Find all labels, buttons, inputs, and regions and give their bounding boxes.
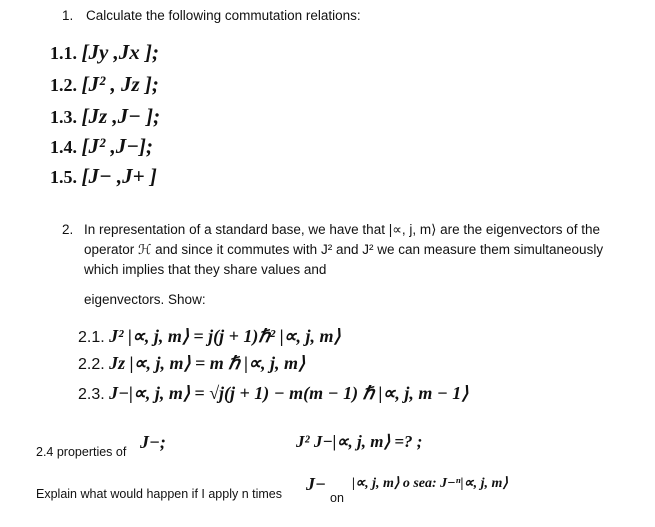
item-label: 2.1.	[78, 329, 105, 346]
q24-expr: J² J−|∝, j, m⟩ =? ;	[296, 432, 423, 451]
item-1-1	[50, 40, 159, 65]
item-label: 1.3.	[50, 107, 77, 127]
item-label: 2.3.	[78, 386, 105, 403]
commutator-expr: [Jz ,J− ];	[81, 104, 161, 128]
q2-line-2: operator ℋ and since it commutes with J² and J² we can measure them simultaneously	[84, 242, 604, 257]
item-label: 2.2.	[78, 356, 105, 373]
item-label: 1.4.	[50, 137, 77, 157]
item-2-2	[78, 353, 305, 375]
q24-label: 2.4 properties of	[36, 445, 127, 459]
equation-expr: J−|∝, j, m⟩ = √j(j + 1) − m(m − 1) ℏ |∝, j, m − 1⟩	[109, 383, 469, 403]
q1-text: Calculate the following commutation relations:	[86, 8, 361, 23]
item-1-3	[50, 104, 160, 129]
item-2-1	[78, 326, 341, 348]
item-label: 1.1.	[50, 43, 77, 63]
q2-line-4: eigenvectors. Show:	[84, 292, 206, 307]
q24-operator: J−;	[140, 432, 166, 452]
equation-expr: J² |∝, j, m⟩ = j(j + 1)ℏ² |∝, j, m⟩	[109, 326, 341, 346]
explain-operator: J−	[306, 474, 326, 494]
commutator-expr: [J² ,J−];	[81, 134, 153, 158]
explain-on: on	[330, 491, 344, 505]
q1-number: 1.	[62, 8, 74, 23]
commutator-expr: [J² , Jz ];	[81, 72, 159, 96]
item-1-4	[50, 134, 153, 159]
q2-line-1: In representation of a standard base, we have that |∝, j, m⟩ are the eigenvectors of the	[84, 222, 600, 237]
equation-expr: Jz |∝, j, m⟩ = m ℏ |∝, j, m⟩	[109, 353, 306, 373]
commutator-expr: [Jy ,Jx ];	[81, 40, 160, 64]
item-label: 1.5.	[50, 167, 77, 187]
commutator-expr: [J− ,J+ ]	[81, 164, 157, 188]
item-2-3	[78, 383, 468, 405]
q2-number: 2.	[62, 222, 74, 237]
explain-text: Explain what would happen if I apply n times	[36, 487, 282, 501]
item-1-2	[50, 72, 159, 97]
item-1-5	[50, 164, 157, 189]
q2-line-3: which implies that they share values and	[84, 262, 327, 277]
item-label: 1.2.	[50, 75, 77, 95]
explain-expr: |∝, j, m⟩ o sea: J−ⁿ|∝, j, m⟩	[352, 476, 508, 491]
